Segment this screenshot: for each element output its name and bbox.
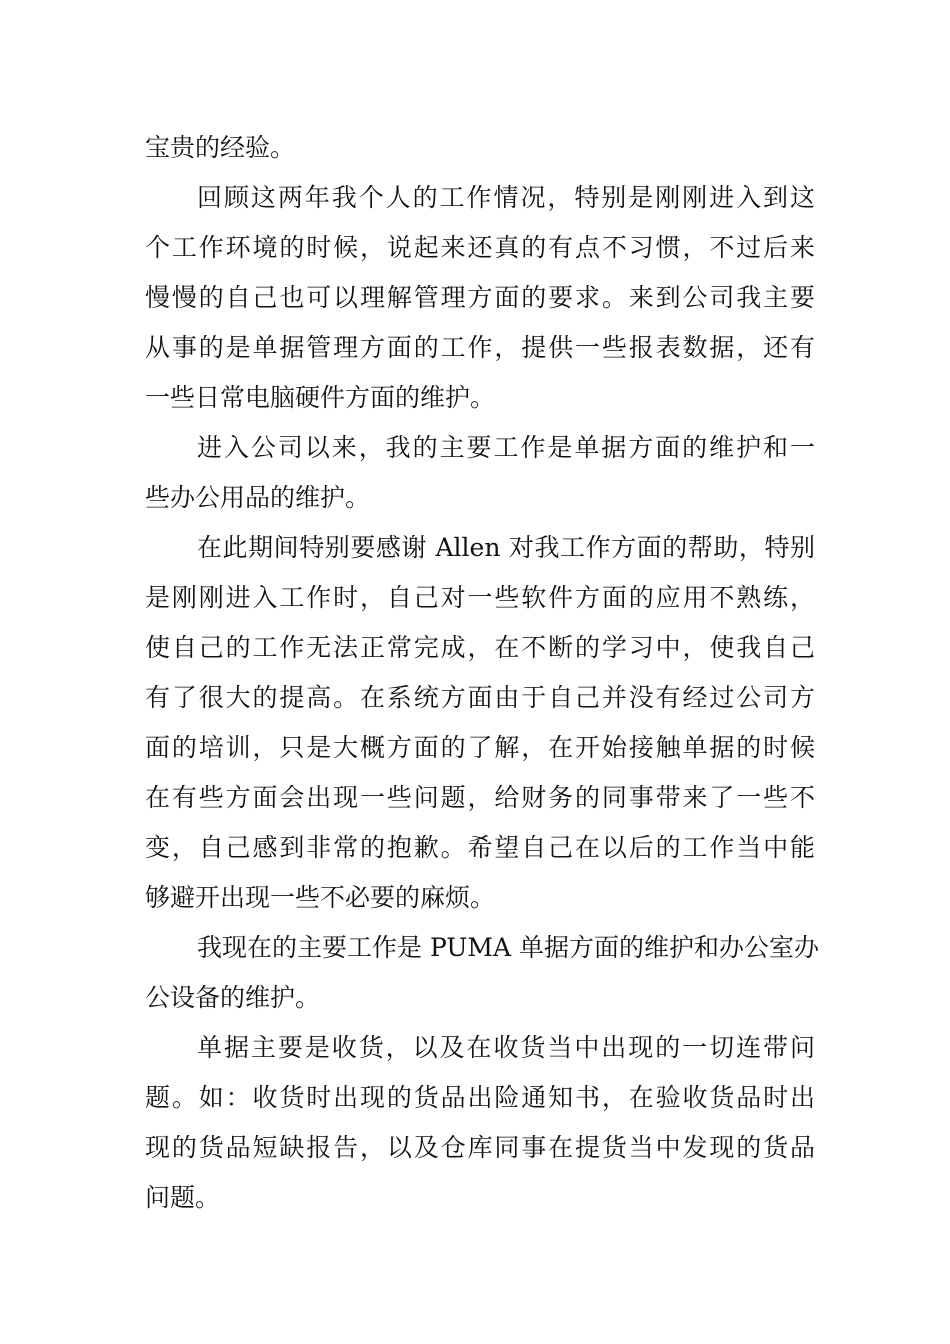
text-line: 现的货品短缺报告，以及仓库同事在提货当中发现的货品 <box>145 1133 815 1162</box>
text-line: 回顾这两年我个人的工作情况，特别是刚刚进入到这 <box>197 183 815 212</box>
text-line: 面的培训，只是大概方面的了解，在开始接触单据的时候 <box>145 733 815 762</box>
text-line: 公设备的维护。 <box>145 983 321 1012</box>
text-line: 在此期间特别要感谢 Allen 对我工作方面的帮助，特别 <box>197 533 815 562</box>
text-line: 进入公司以来，我的主要工作是单据方面的维护和一 <box>197 433 815 462</box>
text-line: 宝贵的经验。 <box>145 133 296 162</box>
text-line: 变，自己感到非常的抱歉。希望自己在以后的工作当中能 <box>145 833 815 862</box>
text-line: 是刚刚进入工作时，自己对一些软件方面的应用不熟练， <box>145 583 815 612</box>
text-line: 问题。 <box>145 1183 221 1212</box>
text-line: 在有些方面会出现一些问题，给财务的同事带来了一些不 <box>145 783 815 812</box>
text-line: 个工作环境的时候，说起来还真的有点不习惯，不过后来 <box>145 233 815 262</box>
text-line: 我现在的主要工作是 PUMA 单据方面的维护和办公室办 <box>197 933 819 962</box>
text-line: 单据主要是收货，以及在收货当中出现的一切连带问 <box>197 1033 815 1062</box>
text-line: 些办公用品的维护。 <box>145 483 371 512</box>
text-line: 从事的是单据管理方面的工作，提供一些报表数据，还有 <box>145 333 815 362</box>
text-line: 有了很大的提高。在系统方面由于自己并没有经过公司方 <box>145 683 815 712</box>
text-line: 慢慢的自己也可以理解管理方面的要求。来到公司我主要 <box>145 283 815 312</box>
text-line: 一些日常电脑硬件方面的维护。 <box>145 383 496 412</box>
text-line: 够避开出现一些不必要的麻烦。 <box>145 883 496 912</box>
text-line: 题。如：收货时出现的货品出险通知书，在验收货品时出 <box>145 1083 815 1112</box>
text-line: 使自己的工作无法正常完成，在不断的学习中，使我自己 <box>145 633 815 662</box>
